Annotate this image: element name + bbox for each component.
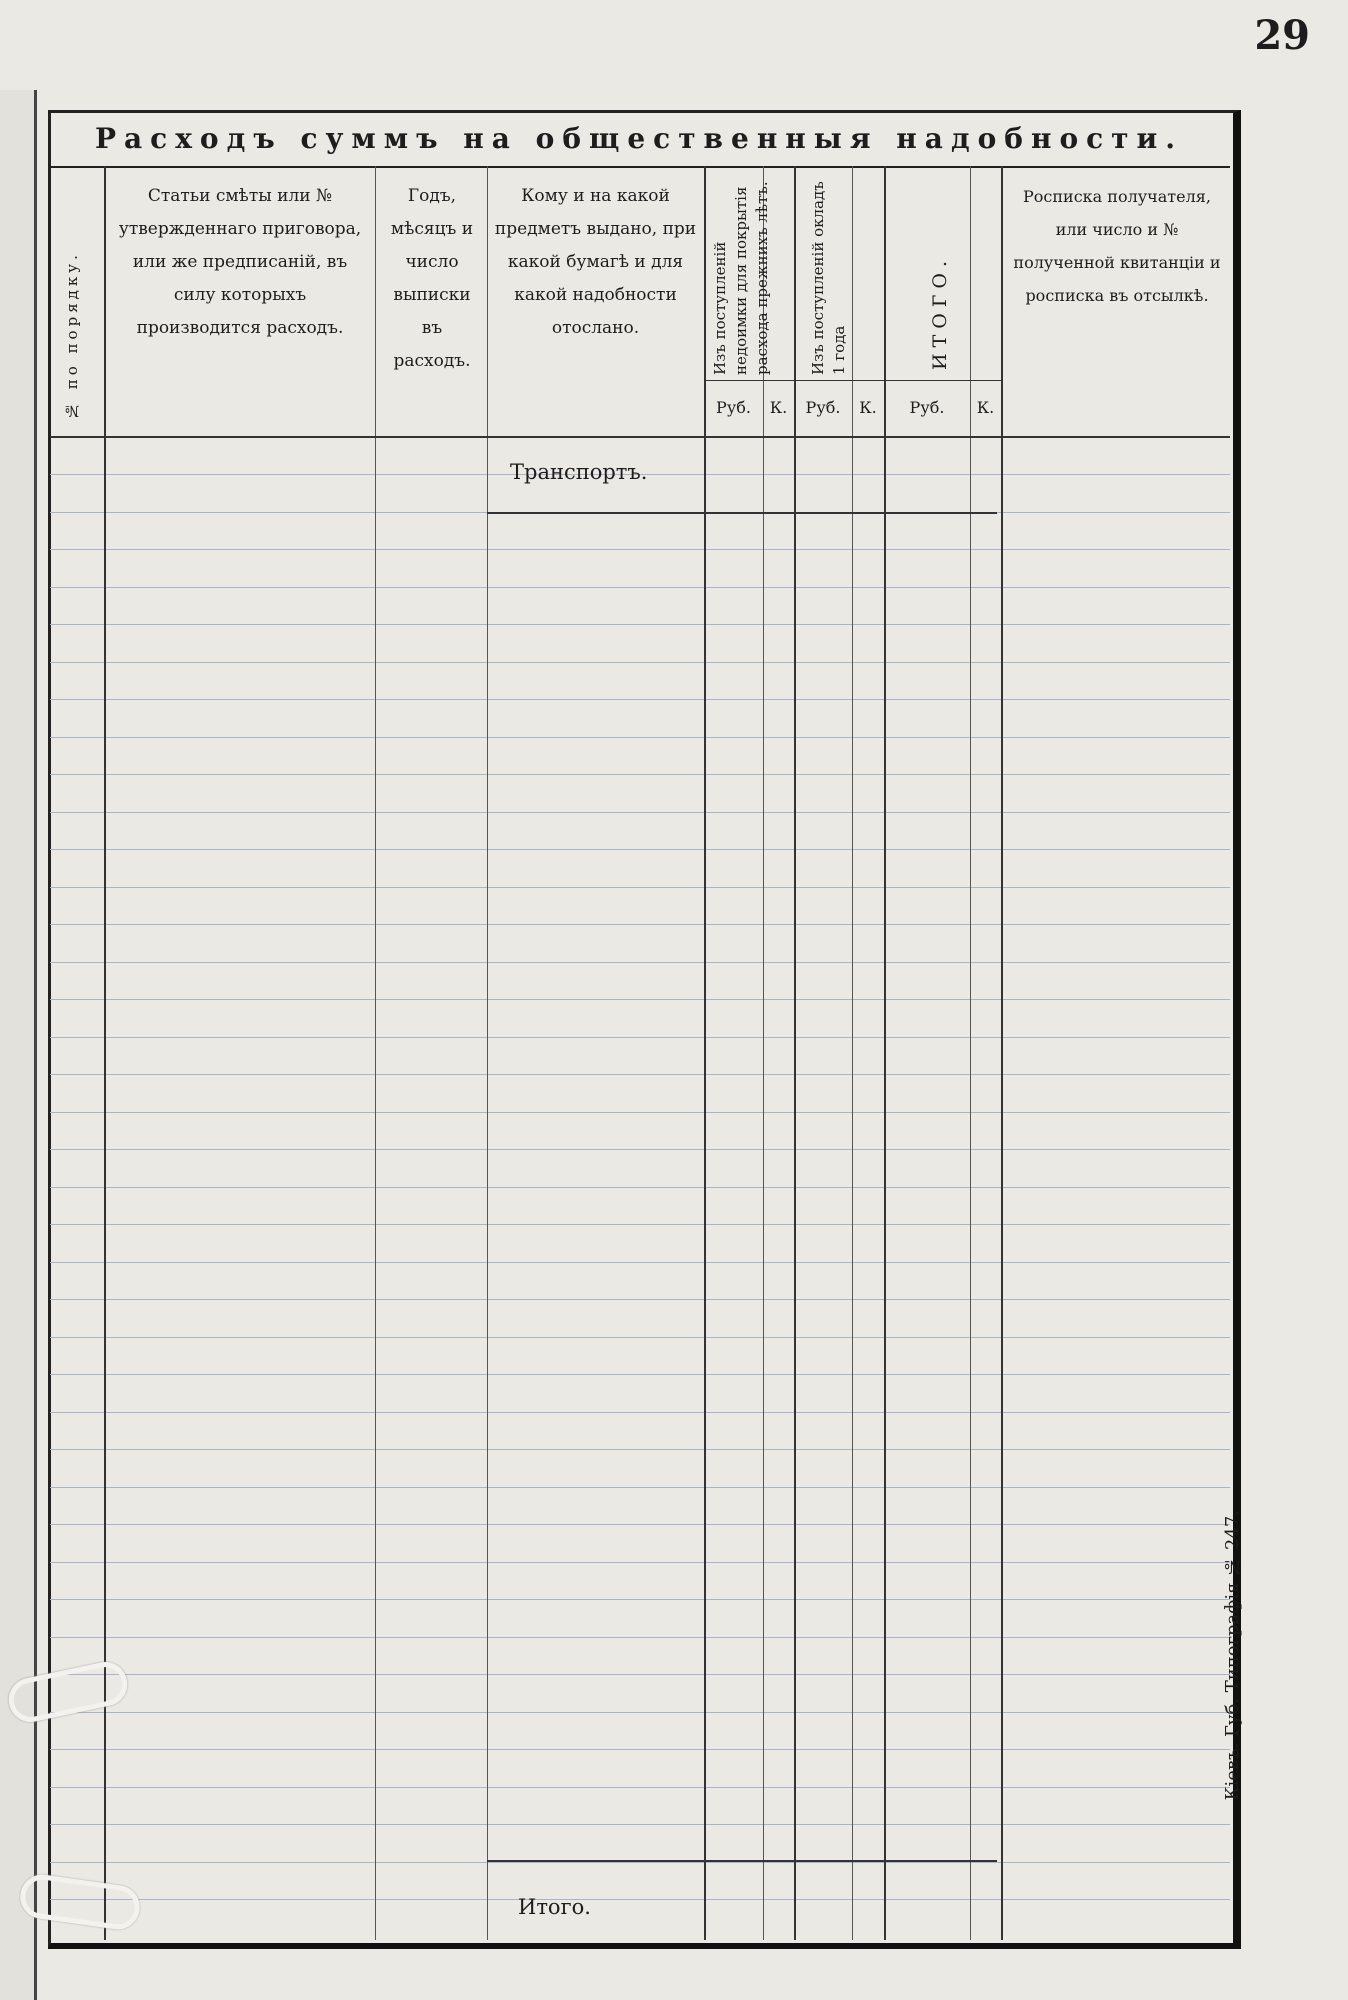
ruled-line: [50, 1074, 1230, 1075]
ruled-line: [50, 1449, 1230, 1450]
ruled-line: [50, 1224, 1230, 1225]
header-number: № по порядку.: [63, 251, 81, 420]
ruled-line: [50, 587, 1230, 588]
ruled-line: [50, 1524, 1230, 1525]
ruled-line: [50, 1337, 1230, 1338]
ruled-line: [50, 1149, 1230, 1150]
ruled-line: [50, 924, 1230, 925]
ruled-line: [50, 1112, 1230, 1113]
ruled-line: [50, 999, 1230, 1000]
ruled-line: [50, 1899, 1230, 1900]
header-articles: Статьи смѣты или № утвержденнаго приговора, или же предписаній, въ силу которыхъ производится расходъ.: [118, 186, 362, 338]
ruled-line: [50, 1562, 1230, 1563]
ruled-line: [50, 1674, 1230, 1675]
header-current: Изъ поступленій окладъ 1 года: [809, 181, 848, 375]
ruled-line: [50, 1862, 1230, 1863]
ruled-line: [50, 1787, 1230, 1788]
ruled-line: [50, 662, 1230, 663]
total-rule: [487, 1860, 997, 1862]
header-itogo: ИТОГО.: [929, 254, 951, 370]
ruled-line: [50, 1412, 1230, 1413]
unit-kop-itogo: К.: [976, 398, 995, 417]
column-divider: [763, 166, 764, 1940]
ruled-line: [50, 624, 1230, 625]
column-divider: [794, 166, 796, 1940]
header-recipient: Кому и на какой предметъ выдано, при какой бумагѣ и для какой надобности отослано.: [494, 186, 697, 338]
ruled-line: [50, 1637, 1230, 1638]
header-arrears: Изъ поступленій недоимки для покрытія расхода прежнихъ лѣтъ.: [711, 181, 771, 375]
column-divider: [1001, 166, 1003, 1940]
column-divider: [704, 166, 706, 1940]
header-date: Годъ, мѣсяцъ и число выписки въ расходъ.: [390, 186, 474, 371]
unit-rule: [704, 380, 1001, 381]
column-divider: [852, 166, 853, 1940]
ruled-line: [50, 1374, 1230, 1375]
ruled-line: [50, 1187, 1230, 1188]
ruled-line: [50, 962, 1230, 963]
page-number: 29: [1254, 12, 1310, 59]
ruled-line: [50, 699, 1230, 700]
ruled-line: [50, 1599, 1230, 1600]
ruled-line: [50, 812, 1230, 813]
unit-rub-arrears: Руб.: [716, 398, 751, 417]
unit-kop-arrears: К.: [769, 398, 788, 417]
total-row-label: Итого.: [518, 1895, 591, 1919]
column-divider: [970, 166, 971, 1940]
ruled-line: [50, 1262, 1230, 1263]
ruled-line: [50, 549, 1230, 550]
printer-imprint: Кіевъ. Губ. Типографія № 247.: [1222, 1510, 1243, 1801]
transport-row-label: Транспортъ.: [510, 460, 648, 484]
ruled-line: [50, 774, 1230, 775]
ruled-line: [50, 1824, 1230, 1825]
transport-rule: [487, 512, 997, 514]
column-divider: [375, 166, 376, 1940]
ruled-line: [50, 887, 1230, 888]
ruled-line: [50, 1037, 1230, 1038]
column-divider: [487, 166, 488, 1940]
unit-rub-itogo: Руб.: [909, 398, 945, 417]
ruled-line: [50, 849, 1230, 850]
header-receipt: Росписка получателя, или число и № полученной квитанціи и росписка въ отсылкѣ.: [1013, 187, 1221, 305]
unit-rub-current: Руб.: [805, 398, 841, 417]
table-title: Расходъ суммъ на общественныя надобности.: [48, 110, 1230, 168]
unit-kop-current: К.: [859, 398, 877, 417]
ruled-line: [50, 1487, 1230, 1488]
ruled-line: [50, 1749, 1230, 1750]
ruled-line: [50, 1299, 1230, 1300]
column-divider: [884, 166, 886, 1940]
ruled-line: [50, 737, 1230, 738]
ruled-line: [50, 1712, 1230, 1713]
header-bottom-rule: [50, 436, 1230, 438]
